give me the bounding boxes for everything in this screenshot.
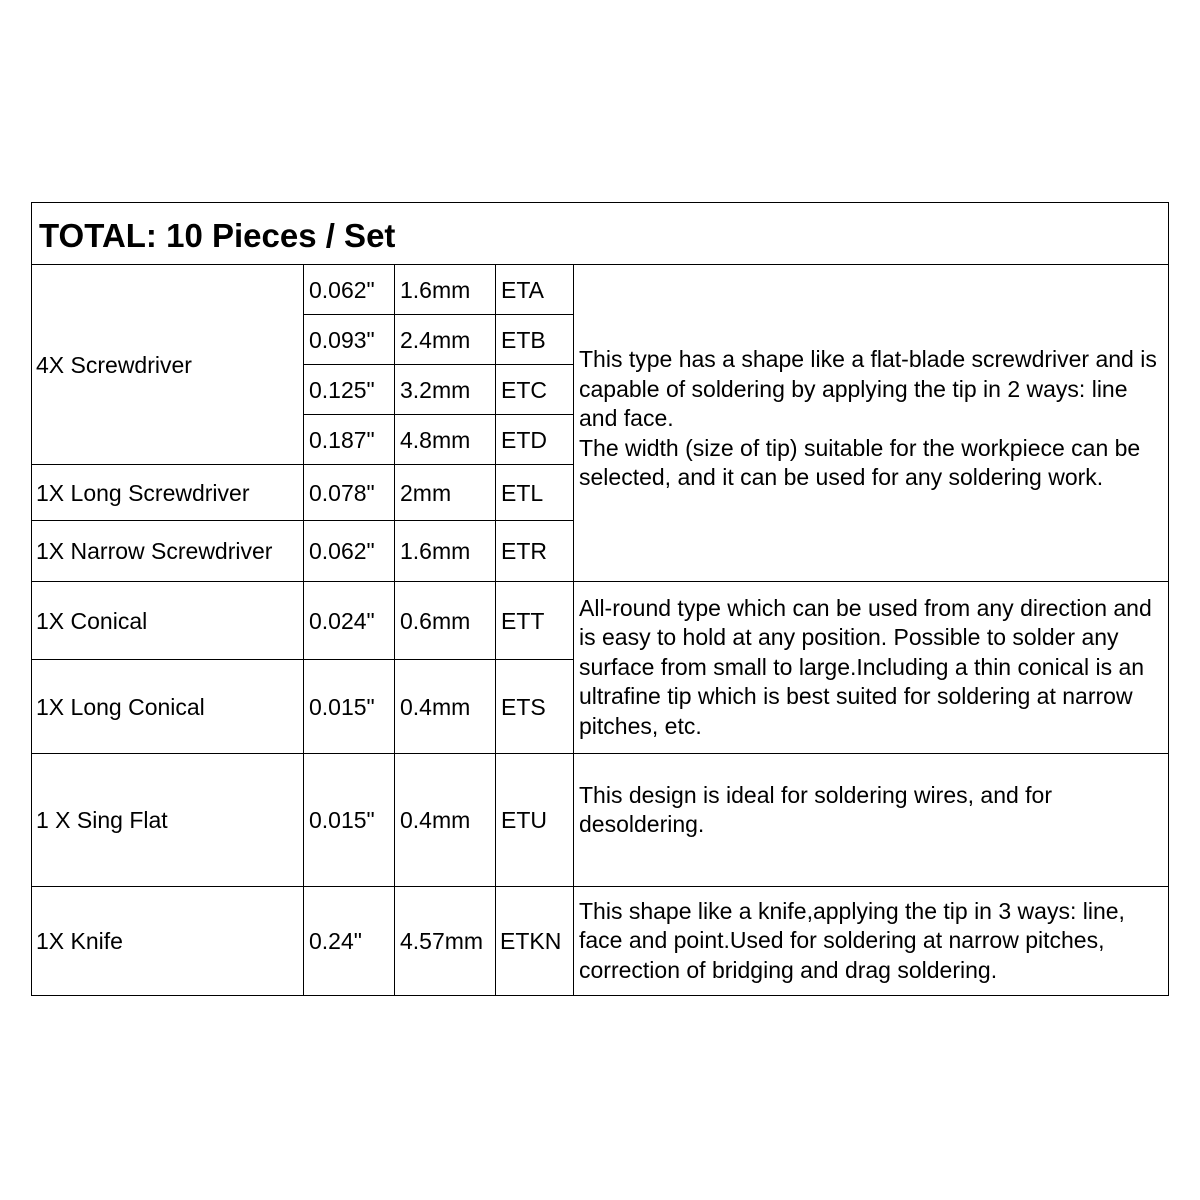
description-text: This design is ideal for soldering wires, and for desoldering. — [579, 781, 1053, 837]
tip-size-mm: 0.4mm — [395, 754, 496, 887]
table-row — [32, 265, 1169, 315]
tip-size-mm: 1.6mm — [395, 265, 496, 315]
tip-size-mm: 2.4mm — [395, 315, 496, 365]
tip-size-mm: 4.57mm — [395, 887, 496, 996]
tip-code: ETD — [496, 415, 574, 465]
tip-code: ETC — [496, 365, 574, 415]
tip-code: ETR — [496, 521, 574, 582]
tip-size-inch: 0.015" — [304, 754, 395, 887]
tip-size-mm: 2mm — [395, 465, 496, 521]
tip-size-inch: 0.24" — [304, 887, 395, 996]
tip-name: 1 X Sing Flat — [32, 754, 304, 887]
tip-size-mm: 0.6mm — [395, 582, 496, 660]
table-row — [32, 582, 1169, 660]
tip-description — [574, 754, 1169, 887]
tip-code: ETA — [496, 265, 574, 315]
description-text: This type has a shape like a flat-blade screwdriver and is capable of soldering by applying the tip in 2 ways: line and face. The width (size of tip) suitable for the workpiece can be selected, and it can be used for any soldering work. — [579, 346, 1157, 491]
tip-code: ETT — [496, 582, 574, 660]
tip-size-inch: 0.062" — [304, 265, 395, 315]
tip-size-inch: 0.125" — [304, 365, 395, 415]
tip-description — [574, 265, 1169, 582]
tip-name: 1X Narrow Screwdriver — [32, 521, 304, 582]
tip-description: All-round type which can be used from any direction and is easy to hold at any position. Possible to solder any surface from small to large.Including a thin conical is an ultrafine tip which is best suited for soldering at narrow pitches, etc. — [574, 582, 1169, 754]
tip-code: ETL — [496, 465, 574, 521]
tip-size-inch: 0.187" — [304, 415, 395, 465]
tip-size-inch: 0.024" — [304, 582, 395, 660]
tip-name: 1X Long Conical — [32, 660, 304, 754]
tip-name: 1X Conical — [32, 582, 304, 660]
tip-code: ETU — [496, 754, 574, 887]
tip-size-mm: 3.2mm — [395, 365, 496, 415]
tip-name: 4X Screwdriver — [32, 265, 304, 465]
tip-size-inch: 0.093" — [304, 315, 395, 365]
tip-size-inch: 0.062" — [304, 521, 395, 582]
tip-description: This shape like a knife,applying the tip in 3 ways: line, face and point.Used for soldering at narrow pitches, correction of bridging and drag soldering. — [574, 887, 1169, 996]
tip-size-inch: 0.015" — [304, 660, 395, 754]
tip-code: ETS — [496, 660, 574, 754]
table-row — [32, 754, 1169, 887]
tip-code: ETKN — [496, 887, 574, 996]
tip-size-inch: 0.078" — [304, 465, 395, 521]
tip-name: 1X Long Screwdriver — [32, 465, 304, 521]
title-row — [32, 203, 1169, 265]
tip-size-mm: 4.8mm — [395, 415, 496, 465]
tip-name: 1X Knife — [32, 887, 304, 996]
tip-code: ETB — [496, 315, 574, 365]
table-row — [32, 887, 1169, 996]
table-title: TOTAL: 10 Pieces / Set — [32, 203, 1169, 265]
soldering-tip-spec-table — [31, 202, 1169, 996]
tip-size-mm: 1.6mm — [395, 521, 496, 582]
tip-size-mm: 0.4mm — [395, 660, 496, 754]
